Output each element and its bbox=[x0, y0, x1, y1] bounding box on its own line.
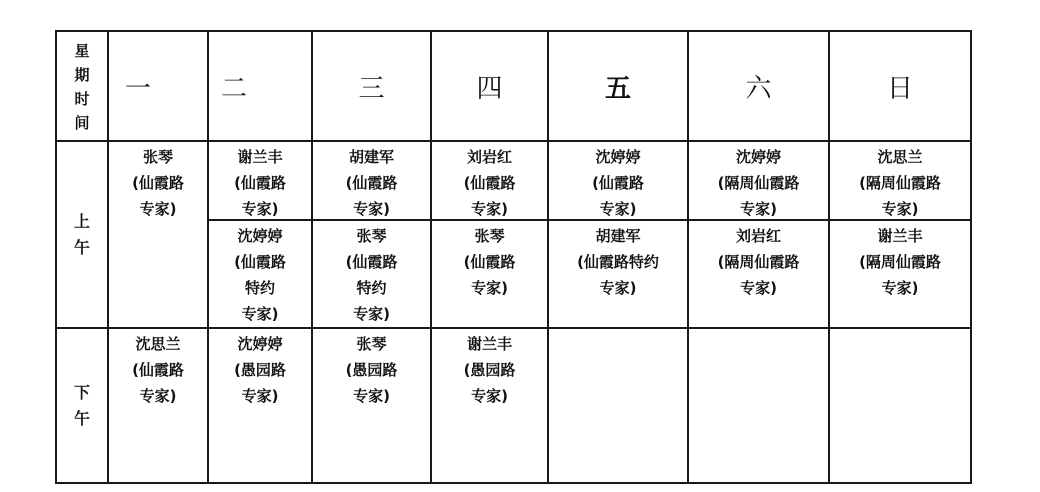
doctor-title: 专家) bbox=[740, 200, 777, 218]
doctor-title: 专家) bbox=[881, 200, 919, 218]
doctor-name: 张琴 bbox=[474, 227, 505, 245]
day-header-fri bbox=[549, 32, 687, 140]
doctor-title: 专家) bbox=[599, 279, 637, 297]
slot-sat-morning-2 bbox=[689, 221, 828, 301]
corner-char: 期 bbox=[74, 66, 90, 84]
doctor-title: 专家) bbox=[599, 200, 637, 218]
day-header-wed bbox=[313, 32, 430, 140]
day-label: 日 bbox=[886, 73, 913, 104]
day-label: 四 bbox=[476, 73, 503, 104]
doctor-name: 张琴 bbox=[142, 148, 173, 166]
doctor-title: 专家) bbox=[241, 200, 279, 218]
period-char: 上 bbox=[73, 211, 90, 231]
doctor-name: 沈婷婷 bbox=[735, 148, 781, 166]
doctor-note: 特约 bbox=[356, 279, 387, 297]
doctor-note: 特约 bbox=[244, 279, 275, 297]
doctor-location: (仙霞路 bbox=[345, 174, 398, 192]
doctor-location: (隔周仙霞路 bbox=[717, 174, 800, 192]
day-label: 六 bbox=[745, 73, 772, 104]
doctor-title: 专家) bbox=[353, 305, 390, 323]
doctor-name: 沈婷婷 bbox=[237, 227, 283, 245]
doctor-title: 专家) bbox=[740, 279, 777, 297]
doctor-name: 沈婷婷 bbox=[595, 148, 641, 166]
corner-header bbox=[57, 32, 107, 140]
slot-sun-morning-1 bbox=[830, 142, 970, 222]
table-border-bottom bbox=[55, 482, 972, 484]
day-header-tue bbox=[209, 32, 259, 140]
day-header-mon bbox=[109, 32, 167, 140]
slot-mon-afternoon bbox=[109, 329, 207, 409]
doctor-location: (愚园路 bbox=[463, 361, 516, 379]
period-char: 午 bbox=[73, 237, 90, 257]
doctor-title: 专家) bbox=[353, 387, 390, 405]
doctor-title: 专家) bbox=[471, 200, 508, 218]
doctor-location: (仙霞路特约 bbox=[577, 253, 659, 271]
doctor-title: 专家) bbox=[471, 279, 508, 297]
doctor-location: (仙霞路 bbox=[345, 253, 398, 271]
day-label: 三 bbox=[358, 73, 385, 104]
doctor-title: 专家) bbox=[139, 387, 177, 405]
doctor-name: 胡建军 bbox=[595, 227, 641, 245]
period-morning bbox=[57, 142, 107, 327]
slot-mon-morning bbox=[109, 142, 207, 222]
doctor-name: 谢兰丰 bbox=[237, 148, 283, 166]
doctor-location: (愚园路 bbox=[234, 361, 286, 379]
slot-wed-morning-1 bbox=[313, 142, 430, 222]
slot-sun-morning-2 bbox=[830, 221, 970, 301]
doctor-title: 专家) bbox=[353, 200, 390, 218]
doctor-location: (仙霞路 bbox=[592, 174, 644, 192]
doctor-location: (隔周仙霞路 bbox=[717, 253, 800, 271]
doctor-location: (仙霞路 bbox=[463, 253, 516, 271]
doctor-name: 刘岩红 bbox=[735, 227, 781, 245]
slot-thu-afternoon bbox=[432, 329, 547, 409]
doctor-title: 专家) bbox=[881, 279, 919, 297]
doctor-location: (仙霞路 bbox=[132, 174, 184, 192]
doctor-name: 张琴 bbox=[356, 227, 387, 245]
doctor-name: 沈思兰 bbox=[877, 148, 923, 166]
slot-sat-morning-1 bbox=[689, 142, 828, 222]
day-header-sun bbox=[830, 32, 970, 140]
doctor-location: (隔周仙霞路 bbox=[859, 253, 941, 271]
corner-char: 间 bbox=[74, 114, 90, 132]
doctor-location: (仙霞路 bbox=[234, 174, 286, 192]
doctor-name: 沈婷婷 bbox=[237, 335, 283, 353]
day-label: 二 bbox=[220, 73, 247, 104]
doctor-title: 专家) bbox=[471, 387, 508, 405]
slot-thu-morning-1 bbox=[432, 142, 547, 222]
doctor-location: (愚园路 bbox=[345, 361, 398, 379]
day-label: 五 bbox=[604, 73, 631, 104]
day-label: 一 bbox=[124, 73, 151, 104]
slot-thu-morning-2 bbox=[432, 221, 547, 301]
day-header-thu bbox=[432, 32, 547, 140]
doctor-name: 刘岩红 bbox=[466, 148, 512, 166]
doctor-name: 张琴 bbox=[356, 335, 387, 353]
slot-fri-morning-1 bbox=[549, 142, 687, 222]
period-char: 午 bbox=[73, 408, 90, 428]
slot-tue-morning-2 bbox=[209, 221, 311, 327]
doctor-name: 胡建军 bbox=[348, 148, 394, 166]
slot-tue-morning-1 bbox=[209, 142, 311, 222]
doctor-location: (隔周仙霞路 bbox=[859, 174, 941, 192]
slot-fri-morning-2 bbox=[549, 221, 687, 301]
slot-tue-afternoon bbox=[209, 329, 311, 409]
doctor-name: 谢兰丰 bbox=[877, 227, 923, 245]
slot-wed-morning-2 bbox=[313, 221, 430, 327]
doctor-location: (仙霞路 bbox=[463, 174, 516, 192]
doctor-location: (仙霞路 bbox=[234, 253, 286, 271]
table-border-right bbox=[970, 30, 972, 484]
doctor-name: 谢兰丰 bbox=[466, 335, 512, 353]
doctor-title: 专家) bbox=[139, 200, 177, 218]
corner-char: 星 bbox=[74, 42, 90, 60]
corner-char: 时 bbox=[74, 90, 90, 108]
period-afternoon bbox=[57, 329, 107, 482]
slot-wed-afternoon bbox=[313, 329, 430, 409]
day-header-sat bbox=[689, 32, 828, 140]
doctor-name: 沈思兰 bbox=[135, 335, 181, 353]
doctor-location: (仙霞路 bbox=[132, 361, 184, 379]
doctor-title: 专家) bbox=[241, 305, 279, 323]
period-char: 下 bbox=[73, 382, 90, 402]
doctor-title: 专家) bbox=[241, 387, 279, 405]
